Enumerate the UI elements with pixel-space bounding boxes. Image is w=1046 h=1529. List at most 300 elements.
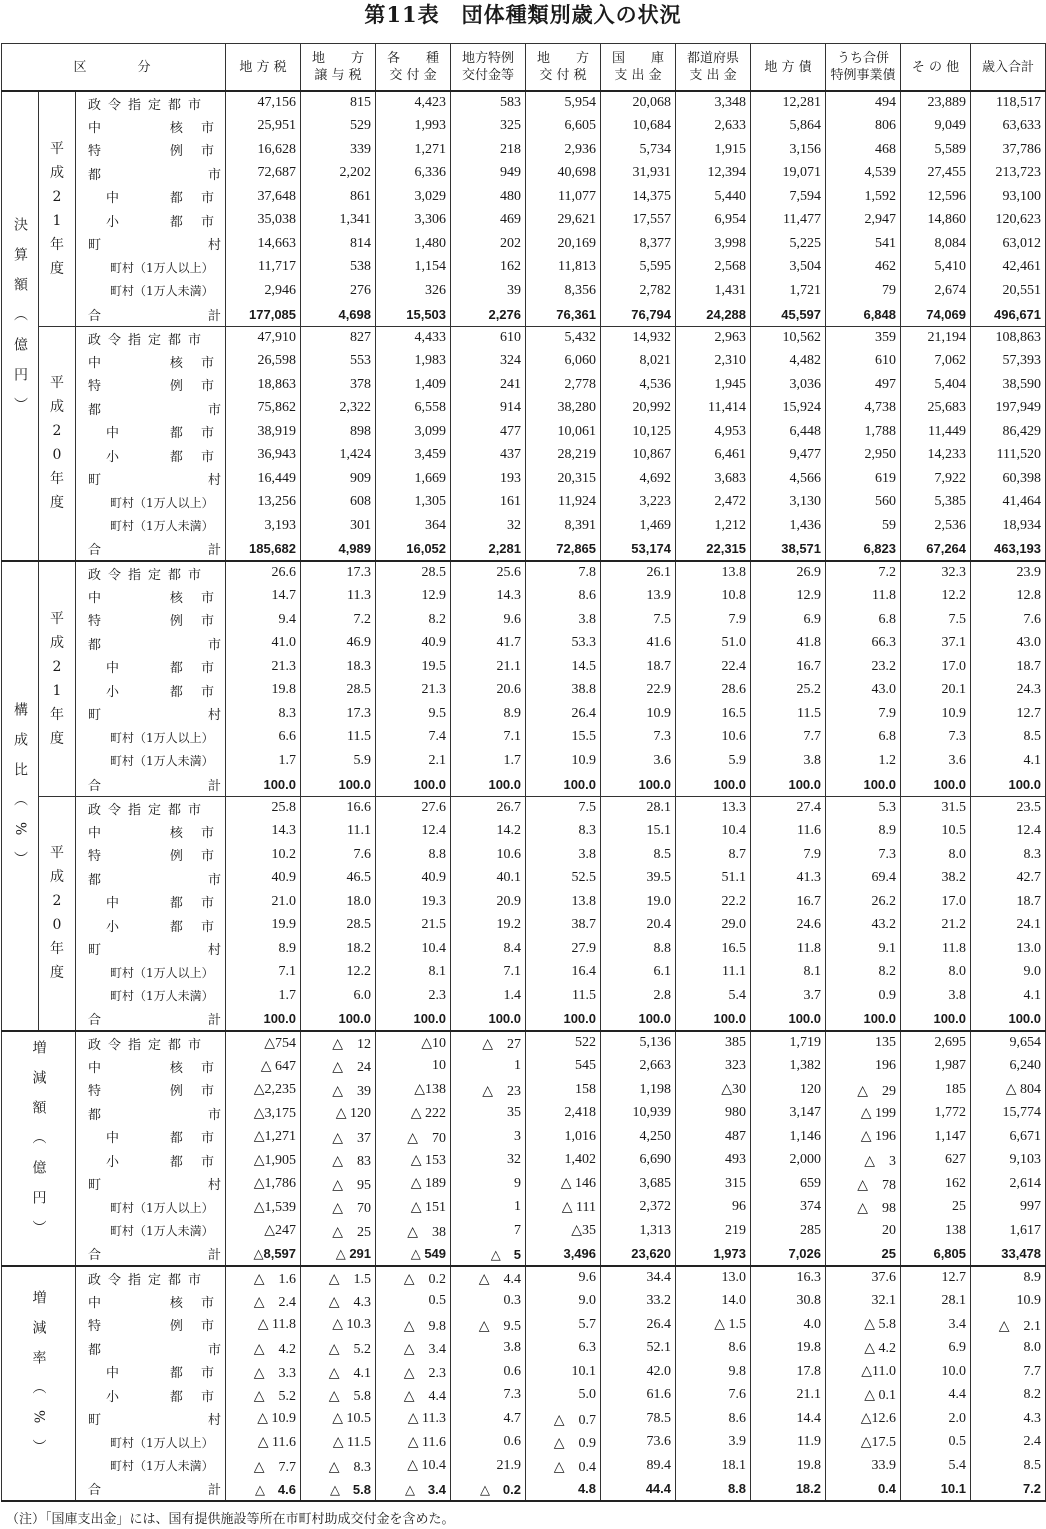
- row-label-left: 合: [88, 1248, 102, 1264]
- value-cell: △ 5.2: [226, 1384, 301, 1408]
- value-cell: 19.3: [376, 890, 451, 914]
- value-cell: 18.1: [676, 1454, 751, 1478]
- value-cell: 7,026: [751, 1243, 826, 1267]
- value-cell: 42,461: [971, 256, 1046, 280]
- value-cell: 815: [301, 91, 376, 115]
- value-cell: 52.1: [601, 1337, 676, 1361]
- value-cell: 26.4: [601, 1313, 676, 1337]
- year-label: [39, 91, 76, 326]
- value-cell: 2,281: [451, 538, 526, 562]
- value-cell: 23,889: [901, 91, 971, 115]
- value-cell: 13.0: [676, 1266, 751, 1290]
- value-cell: 15,503: [376, 303, 451, 327]
- value-cell: △ 39: [301, 1078, 376, 1102]
- value-cell: 202: [451, 232, 526, 256]
- value-cell: △ 11.8: [226, 1313, 301, 1337]
- table-row: [2, 91, 1046, 115]
- value-cell: 219: [676, 1219, 751, 1243]
- row-label-left: 中: [106, 1366, 127, 1382]
- row-label-left: 合: [88, 778, 102, 794]
- value-cell: 22.9: [601, 679, 676, 703]
- table-row: [2, 185, 1046, 209]
- row-label: [76, 1219, 226, 1243]
- value-cell: 7.3: [826, 843, 901, 867]
- value-cell: 2,947: [826, 209, 901, 233]
- value-cell: 213,723: [971, 162, 1046, 186]
- header-col: 地 方 譲 与 税: [301, 44, 376, 92]
- row-label-left: 町村（1万人以上）: [110, 965, 214, 980]
- table-row: [2, 867, 1046, 891]
- value-cell: 28.1: [601, 796, 676, 820]
- value-cell: △17.5: [826, 1431, 901, 1455]
- row-label-left: 町村（1万人未満）: [110, 1224, 214, 1239]
- value-cell: 12.9: [751, 585, 826, 609]
- value-cell: 1,198: [601, 1078, 676, 1102]
- value-cell: 25,951: [226, 115, 301, 139]
- value-cell: 33.2: [601, 1290, 676, 1314]
- value-cell: 463,193: [971, 538, 1046, 562]
- value-cell: 16,628: [226, 138, 301, 162]
- value-cell: 93,100: [971, 185, 1046, 209]
- value-cell: 19.2: [451, 914, 526, 938]
- value-cell: 100.0: [376, 1008, 451, 1032]
- table-row: [2, 1055, 1046, 1079]
- value-cell: 12.4: [376, 820, 451, 844]
- value-cell: 1,788: [826, 420, 901, 444]
- value-cell: 100.0: [601, 1008, 676, 1032]
- table-row: [2, 984, 1046, 1008]
- row-label-left: 政令指定都市: [88, 1272, 209, 1288]
- value-cell: 25: [826, 1243, 901, 1267]
- value-cell: 27,455: [901, 162, 971, 186]
- table-row: [2, 585, 1046, 609]
- value-cell: 3,036: [751, 373, 826, 397]
- value-cell: 185,682: [226, 538, 301, 562]
- value-cell: 12.4: [971, 820, 1046, 844]
- value-cell: 15.5: [526, 726, 601, 750]
- value-cell: 522: [526, 1031, 601, 1055]
- value-cell: 41.0: [226, 632, 301, 656]
- value-cell: 162: [901, 1172, 971, 1196]
- value-cell: 6.0: [301, 984, 376, 1008]
- value-cell: 2,782: [601, 279, 676, 303]
- table-row: [2, 1196, 1046, 1220]
- row-label-left: 町村（1万人以上）: [110, 260, 214, 275]
- value-cell: 158: [526, 1078, 601, 1102]
- row-label-left: 町村（1万人以上）: [110, 730, 214, 745]
- value-cell: △ 5.8: [301, 1384, 376, 1408]
- year-text: 平成20年度: [50, 845, 64, 982]
- value-cell: 38,280: [526, 397, 601, 421]
- row-label-left: 都: [88, 1107, 102, 1123]
- value-cell: 12,394: [676, 162, 751, 186]
- row-label-left: 町村（1万人未満）: [110, 284, 214, 299]
- row-label-right: 計: [208, 1483, 222, 1499]
- value-cell: 32.1: [826, 1290, 901, 1314]
- value-cell: 9.1: [826, 937, 901, 961]
- value-cell: 6,954: [676, 209, 751, 233]
- row-label-right: 計: [208, 1248, 222, 1264]
- value-cell: 17.8: [751, 1360, 826, 1384]
- value-cell: 1.7: [451, 749, 526, 773]
- table-row: [2, 1149, 1046, 1173]
- value-cell: 5,432: [526, 326, 601, 350]
- value-cell: 3,130: [751, 491, 826, 515]
- value-cell: 16.4: [526, 961, 601, 985]
- value-cell: 33,478: [971, 1243, 1046, 1267]
- value-cell: 6.3: [526, 1337, 601, 1361]
- row-label-left: 都: [88, 167, 102, 183]
- value-cell: 2,568: [676, 256, 751, 280]
- row-label-left: 中: [88, 1295, 109, 1311]
- value-cell: △ 2.1: [971, 1313, 1046, 1337]
- value-cell: 2,310: [676, 350, 751, 374]
- value-cell: 7.6: [301, 843, 376, 867]
- value-cell: △ 120: [301, 1102, 376, 1126]
- value-cell: 11.6: [751, 820, 826, 844]
- header-kubun: 区 分: [2, 44, 226, 92]
- value-cell: 59: [826, 514, 901, 538]
- row-label: [76, 209, 226, 233]
- value-cell: 27.9: [526, 937, 601, 961]
- value-cell: 3,685: [601, 1172, 676, 1196]
- value-cell: △35: [526, 1219, 601, 1243]
- value-cell: 16.6: [301, 796, 376, 820]
- value-cell: △ 8.3: [301, 1454, 376, 1478]
- row-label-left: 中: [88, 355, 109, 371]
- value-cell: 315: [676, 1172, 751, 1196]
- value-cell: 2,372: [601, 1196, 676, 1220]
- value-cell: 100.0: [971, 1008, 1046, 1032]
- value-cell: 493: [676, 1149, 751, 1173]
- value-cell: 1,945: [676, 373, 751, 397]
- value-cell: 10,125: [601, 420, 676, 444]
- value-cell: 34.4: [601, 1266, 676, 1290]
- row-label: [76, 1384, 226, 1408]
- value-cell: 7.3: [451, 1384, 526, 1408]
- value-cell: 18.3: [301, 655, 376, 679]
- value-cell: 78.5: [601, 1407, 676, 1431]
- table-row: [2, 937, 1046, 961]
- table-row: [2, 749, 1046, 773]
- value-cell: 7,594: [751, 185, 826, 209]
- value-cell: 177,085: [226, 303, 301, 327]
- value-cell: 5,954: [526, 91, 601, 115]
- row-label: [76, 303, 226, 327]
- value-cell: 100.0: [751, 1008, 826, 1032]
- value-cell: 79: [826, 279, 901, 303]
- row-label-right: 都 市: [169, 426, 222, 442]
- value-cell: 3.6: [601, 749, 676, 773]
- value-cell: △ 222: [376, 1102, 451, 1126]
- value-cell: △1,271: [226, 1125, 301, 1149]
- value-cell: 3.8: [526, 843, 601, 867]
- table-row: [2, 773, 1046, 797]
- value-cell: 1.4: [451, 984, 526, 1008]
- value-cell: 42.0: [601, 1360, 676, 1384]
- value-cell: △12.6: [826, 1407, 901, 1431]
- row-label: [76, 820, 226, 844]
- row-label-left: 政令指定都市: [88, 1037, 209, 1053]
- value-cell: 301: [301, 514, 376, 538]
- row-label-left: 合: [88, 1013, 102, 1029]
- value-cell: 11.5: [301, 726, 376, 750]
- table-row: [2, 561, 1046, 585]
- value-cell: 1,772: [901, 1102, 971, 1126]
- value-cell: 72,865: [526, 538, 601, 562]
- value-cell: 1,431: [676, 279, 751, 303]
- value-cell: 8.9: [971, 1266, 1046, 1290]
- value-cell: 11.5: [526, 984, 601, 1008]
- value-cell: 12.2: [901, 585, 971, 609]
- value-cell: 41.3: [751, 867, 826, 891]
- value-cell: 100.0: [901, 1008, 971, 1032]
- value-cell: 7.2: [301, 608, 376, 632]
- value-cell: △ 11.6: [226, 1431, 301, 1455]
- row-label: [76, 279, 226, 303]
- value-cell: 1,147: [901, 1125, 971, 1149]
- value-cell: 51.1: [676, 867, 751, 891]
- value-cell: 100.0: [826, 1008, 901, 1032]
- value-cell: △ 0.7: [526, 1407, 601, 1431]
- value-cell: 10.1: [901, 1478, 971, 1502]
- value-cell: 6,671: [971, 1125, 1046, 1149]
- value-cell: 7,062: [901, 350, 971, 374]
- value-cell: 4,423: [376, 91, 451, 115]
- value-cell: 2,695: [901, 1031, 971, 1055]
- table-row: [2, 1078, 1046, 1102]
- value-cell: 138: [901, 1219, 971, 1243]
- value-cell: 11.9: [751, 1431, 826, 1455]
- value-cell: 0.5: [901, 1431, 971, 1455]
- row-label: [76, 655, 226, 679]
- value-cell: 14,932: [601, 326, 676, 350]
- value-cell: △ 804: [971, 1078, 1046, 1102]
- value-cell: 11,449: [901, 420, 971, 444]
- value-cell: 76,794: [601, 303, 676, 327]
- value-cell: △ 29: [826, 1078, 901, 1102]
- value-cell: 437: [451, 444, 526, 468]
- value-cell: 10,867: [601, 444, 676, 468]
- value-cell: 24.6: [751, 914, 826, 938]
- row-label: [76, 115, 226, 139]
- value-cell: 5,589: [901, 138, 971, 162]
- value-cell: 2,633: [676, 115, 751, 139]
- value-cell: 2,950: [826, 444, 901, 468]
- value-cell: 100.0: [901, 773, 971, 797]
- value-cell: 7.5: [526, 796, 601, 820]
- value-cell: 3.8: [451, 1337, 526, 1361]
- value-cell: 2.0: [901, 1407, 971, 1431]
- year-label: [39, 561, 76, 796]
- value-cell: 2,472: [676, 491, 751, 515]
- value-cell: 8.1: [376, 961, 451, 985]
- value-cell: △ 27: [451, 1031, 526, 1055]
- value-cell: 909: [301, 467, 376, 491]
- value-cell: 10,562: [751, 326, 826, 350]
- value-cell: 6.9: [901, 1337, 971, 1361]
- table-row: [2, 1266, 1046, 1290]
- value-cell: 25: [901, 1196, 971, 1220]
- value-cell: 57,393: [971, 350, 1046, 374]
- revenue-table: [1, 43, 1046, 1502]
- value-cell: 6.8: [826, 726, 901, 750]
- value-cell: 26.2: [826, 890, 901, 914]
- value-cell: 494: [826, 91, 901, 115]
- value-cell: 619: [826, 467, 901, 491]
- row-label-right: 計: [208, 778, 222, 794]
- value-cell: 1,424: [301, 444, 376, 468]
- category-text: 構成比（%）: [12, 702, 28, 882]
- value-cell: △ 4.4: [376, 1384, 451, 1408]
- value-cell: 4.4: [901, 1384, 971, 1408]
- value-cell: 100.0: [751, 773, 826, 797]
- value-cell: 9.5: [376, 702, 451, 726]
- value-cell: 608: [301, 491, 376, 515]
- row-label-left: 町村（1万人未満）: [110, 989, 214, 1004]
- table-row: [2, 326, 1046, 350]
- value-cell: 3,147: [751, 1102, 826, 1126]
- value-cell: △ 83: [301, 1149, 376, 1173]
- row-label: [76, 397, 226, 421]
- value-cell: 8.2: [826, 961, 901, 985]
- value-cell: 529: [301, 115, 376, 139]
- value-cell: 496,671: [971, 303, 1046, 327]
- value-cell: 23.5: [971, 796, 1046, 820]
- value-cell: 29.0: [676, 914, 751, 938]
- row-label: [76, 937, 226, 961]
- value-cell: 43.0: [826, 679, 901, 703]
- header-col: 各 種 交 付 金: [376, 44, 451, 92]
- value-cell: 6.8: [826, 608, 901, 632]
- value-cell: 120,623: [971, 209, 1046, 233]
- row-label: [76, 1149, 226, 1173]
- value-cell: 3: [451, 1125, 526, 1149]
- value-cell: 997: [971, 1196, 1046, 1220]
- value-cell: 9.6: [451, 608, 526, 632]
- value-cell: △ 1.6: [226, 1266, 301, 1290]
- row-label: [76, 1360, 226, 1384]
- table-row: [2, 890, 1046, 914]
- value-cell: 19.8: [751, 1337, 826, 1361]
- value-cell: 2,778: [526, 373, 601, 397]
- value-cell: 468: [826, 138, 901, 162]
- row-label-right: 都 市: [169, 1131, 222, 1147]
- value-cell: 5,440: [676, 185, 751, 209]
- value-cell: 10,684: [601, 115, 676, 139]
- value-cell: 28.5: [376, 561, 451, 585]
- value-cell: 7.6: [971, 608, 1046, 632]
- table-row: [2, 162, 1046, 186]
- value-cell: △ 1.5: [301, 1266, 376, 1290]
- value-cell: 20,068: [601, 91, 676, 115]
- table-row: [2, 1290, 1046, 1314]
- value-cell: 3,496: [526, 1243, 601, 1267]
- value-cell: 1,719: [751, 1031, 826, 1055]
- value-cell: 477: [451, 420, 526, 444]
- value-cell: 8,084: [901, 232, 971, 256]
- row-label: [76, 350, 226, 374]
- value-cell: △ 291: [301, 1243, 376, 1267]
- row-label-right: 例 市: [169, 1319, 222, 1335]
- value-cell: 39: [451, 279, 526, 303]
- value-cell: △ 70: [301, 1196, 376, 1220]
- value-cell: 14.3: [226, 820, 301, 844]
- value-cell: 111,520: [971, 444, 1046, 468]
- row-label-left: 特: [88, 144, 109, 160]
- row-label-left: 都: [88, 637, 102, 653]
- value-cell: 814: [301, 232, 376, 256]
- table-row: [2, 279, 1046, 303]
- value-cell: 12,281: [751, 91, 826, 115]
- value-cell: 1,436: [751, 514, 826, 538]
- value-cell: 1,480: [376, 232, 451, 256]
- value-cell: 8.1: [751, 961, 826, 985]
- row-label: [76, 749, 226, 773]
- row-label-left: 中: [88, 120, 109, 136]
- row-label-left: 合: [88, 1483, 102, 1499]
- value-cell: △247: [226, 1219, 301, 1243]
- value-cell: 32.3: [901, 561, 971, 585]
- row-label: [76, 914, 226, 938]
- row-label-right: 都 市: [169, 684, 222, 700]
- value-cell: △ 9.8: [376, 1313, 451, 1337]
- value-cell: 545: [526, 1055, 601, 1079]
- row-label-left: 政令指定都市: [88, 97, 209, 113]
- value-cell: 26.9: [751, 561, 826, 585]
- value-cell: 3,504: [751, 256, 826, 280]
- category-text: 決算額（億円）: [12, 217, 28, 427]
- value-cell: 31.5: [901, 796, 971, 820]
- value-cell: 5,385: [901, 491, 971, 515]
- value-cell: 193: [451, 467, 526, 491]
- value-cell: 13.8: [526, 890, 601, 914]
- value-cell: 241: [451, 373, 526, 397]
- table-row: [2, 1454, 1046, 1478]
- table-row: [2, 1125, 1046, 1149]
- row-label: [76, 867, 226, 891]
- value-cell: 16.7: [751, 655, 826, 679]
- row-label: [76, 984, 226, 1008]
- value-cell: 0.5: [376, 1290, 451, 1314]
- row-label-right: 都 市: [169, 1389, 222, 1405]
- value-cell: 14,233: [901, 444, 971, 468]
- value-cell: 6,690: [601, 1149, 676, 1173]
- value-cell: 3,459: [376, 444, 451, 468]
- value-cell: 9,477: [751, 444, 826, 468]
- row-label-right: 都 市: [169, 191, 222, 207]
- value-cell: 6.6: [226, 726, 301, 750]
- value-cell: 980: [676, 1102, 751, 1126]
- value-cell: 23.2: [826, 655, 901, 679]
- row-label-left: 特: [88, 1084, 109, 1100]
- value-cell: △ 5.8: [301, 1478, 376, 1502]
- value-cell: 1,721: [751, 279, 826, 303]
- value-cell: 10.4: [376, 937, 451, 961]
- value-cell: 0.9: [826, 984, 901, 1008]
- value-cell: 10.4: [676, 820, 751, 844]
- value-cell: 9.8: [676, 1360, 751, 1384]
- value-cell: 5,595: [601, 256, 676, 280]
- row-label-left: 特: [88, 379, 109, 395]
- row-label-left: 中: [106, 896, 127, 912]
- value-cell: △ 2.4: [226, 1290, 301, 1314]
- row-label: [76, 702, 226, 726]
- value-cell: 8.5: [971, 1454, 1046, 1478]
- year-label: [39, 796, 76, 1031]
- row-label-right: 市: [208, 167, 222, 183]
- value-cell: 20.9: [451, 890, 526, 914]
